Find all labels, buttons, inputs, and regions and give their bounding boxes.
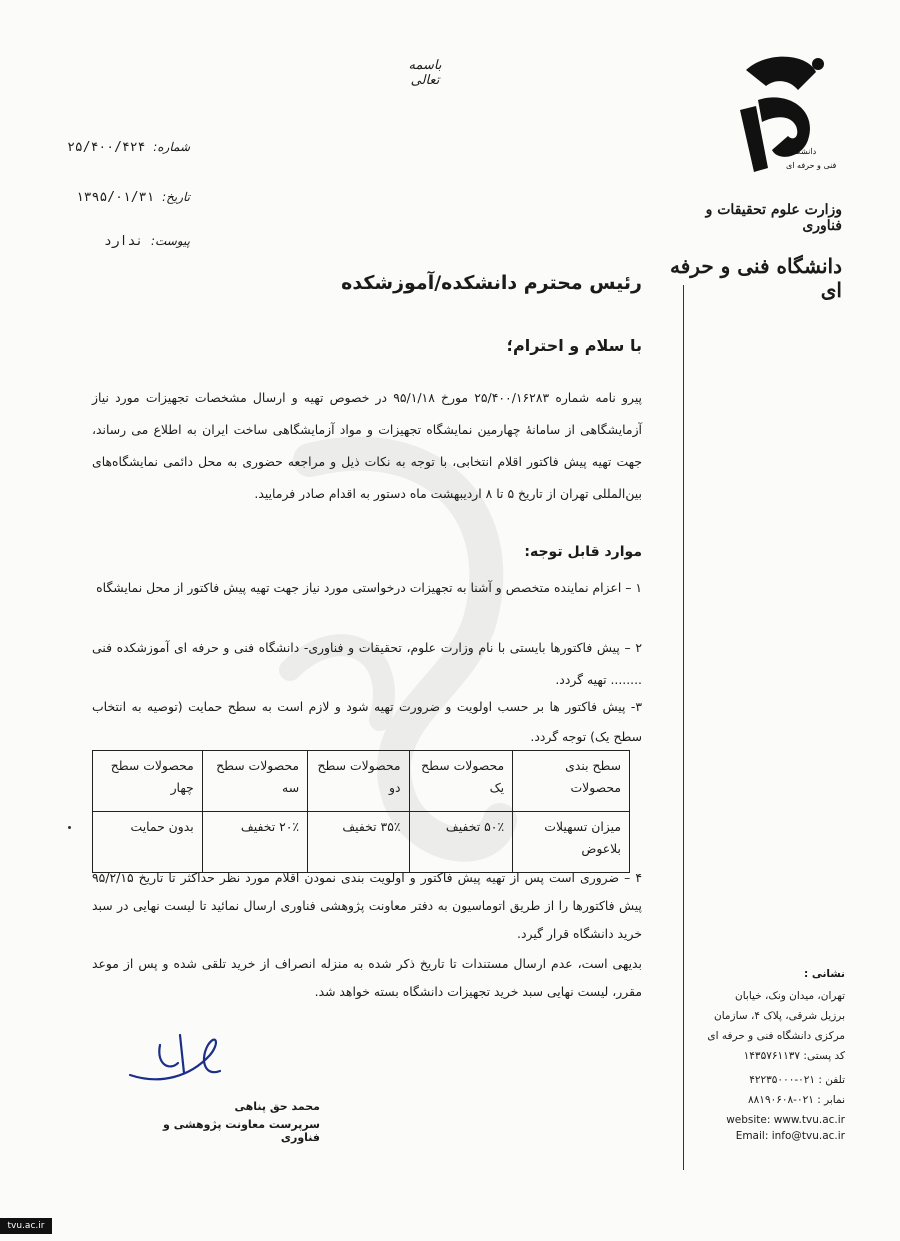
closing-paragraph: بدیهی است، عدم ارسال مستندات تا تاریخ ذکر شده به منزله انصراف از خرید تلقی شده و پس از موعد مقرر، لیست نهایی سبد خرید تجهیزات دانشگاه بسته خواهد شد. <box>92 956 642 999</box>
footer-tag: tvu.ac.ir <box>0 1218 52 1234</box>
table-cell: ۳۵٪ تخفیف <box>308 812 409 873</box>
item-3: ۳- پیش فاکتور ها بر حسب اولویت و ضرورت تهیه شود و لازم است به سطح حمایت (توصیه به انتخاب سطح یک) توجه گردد. <box>92 699 642 744</box>
item-2: ۲ – پیش فاکتورها بایستی با نام وزارت علوم، تحقیقات و فناوری- دانشگاه فنی و حرفه ای آموزشکده فنی ........ تهیه گردد. <box>92 640 642 687</box>
address-line: تهران، میدان ونک، خیابان <box>735 990 845 1002</box>
signer-title: سرپرست معاونت پژوهشی و فناوری <box>163 1118 320 1144</box>
table-cell: میزان تسهیلات بلاعوض <box>513 812 630 873</box>
signature-icon <box>120 1015 240 1095</box>
address-label: نشانی : <box>804 968 845 980</box>
greeting: با سلام و احترام؛ <box>506 336 642 355</box>
margin-divider <box>683 285 684 1170</box>
table-header-cell: محصولات سطح چهار <box>93 751 203 812</box>
website-link[interactable]: website: www.tvu.ac.ir <box>726 1114 845 1126</box>
attach-value: ندارد <box>103 234 144 249</box>
paragraph-main: پیرو نامه شماره ۲۵/۴۰۰/۱۶۲۸۳ مورخ ۹۵/۱/۱۸ در خصوص تهیه و ارسال مشخصات تجهیزات مورد نیاز آزمایشگاهی از سامانهٔ چهارمین نمایشگاه تجهیزات و مواد آزمایشگاهی ساخت ایران به اطلاع می رساند، جهت تهیه پیش فاکتور اقلام انتخابی، با توجه به نکات ذیل و مراجعه حضوری به محل دائمی نمایشگاه‌های بین‌المللی تهران از تاریخ ۵ تا ۸ اردیبهشت ماه دستور به اقدام صادر فرمایید. <box>92 390 643 501</box>
support-table <box>92 750 630 873</box>
table-header-cell: محصولات سطح دو <box>308 751 409 812</box>
table-header-cell: سطح بندی محصولات <box>513 751 630 812</box>
ministry-name: وزارت علوم تحقیقات و فناوری <box>705 202 842 234</box>
letter-number <box>40 140 190 155</box>
email-link[interactable]: Email: info@tvu.ac.ir <box>735 1130 845 1142</box>
table-cell: ۵۰٪ تخفیف <box>409 812 513 873</box>
phone-number: تلفن : ۰۲۱-۴۲۲۳۵۰۰۰ <box>749 1074 845 1086</box>
signer-name: محمد حق پناهی <box>234 1100 320 1113</box>
table-header-cell: محصولات سطح سه <box>202 751 307 812</box>
recipient: رئیس محترم دانشکده/آموزشکده <box>341 272 642 294</box>
table-header-cell: محصولات سطح یک <box>409 751 513 812</box>
svg-text:فنی و حرفه ای: فنی و حرفه ای <box>786 161 837 170</box>
number-label: شماره: <box>153 140 190 154</box>
margin-dot <box>68 826 71 829</box>
table-row <box>93 751 630 812</box>
postal-code: کد پستی: ۱۴۳۵۷۶۱۱۳۷ <box>743 1050 845 1062</box>
university-name: دانشگاه فنی و حرفه ای <box>670 254 842 302</box>
letter-attachment <box>40 234 190 249</box>
address-line: برزیل شرقی، پلاک ۴، سازمان <box>714 1010 845 1022</box>
tvu-logo-icon <box>728 50 838 180</box>
table-cell: بدون حمایت <box>93 812 203 873</box>
item-4: ۴ – ضروری است پس از تهیه پیش فاکتور و اولویت بندی نمودن اقلام مورد نظر حداکثر تا تاریخ ۹۵/۲/۱۵ پیش فاکتورها را از طریق اتوماسیون به دفتر معاونت پژوهشی فناوری ارسال نمائید تا لیست نهایی در سبد خرید دانشگاه قرار گیرد. <box>92 870 642 941</box>
date-label: تاریخ: <box>162 190 190 204</box>
letter-date <box>40 190 190 205</box>
fax-number: نمابر : ۰۲۱-۸۸۱۹۰۶۰۸ <box>748 1094 845 1106</box>
table-cell: ۲۰٪ تخفیف <box>202 812 307 873</box>
motto: باسمه تعالی <box>408 58 442 88</box>
svg-text:دانشگاه: دانشگاه <box>790 147 817 156</box>
item-1: ۱ – اعزام نماینده متخصص و آشنا به تجهیزات درخواستی مورد نیاز جهت تهیه پیش فاکتور از محل نمایشگاه <box>96 580 642 595</box>
date-value: ۱۳۹۵/۰۱/۳۱ <box>75 190 155 205</box>
address-line: مرکزی دانشگاه فنی و حرفه ای <box>707 1030 845 1042</box>
attach-label: پیوست: <box>150 234 190 248</box>
items-heading: موارد قابل توجه: <box>524 544 642 560</box>
number-value: ۲۵/۴۰۰/۴۲۴ <box>67 140 146 155</box>
